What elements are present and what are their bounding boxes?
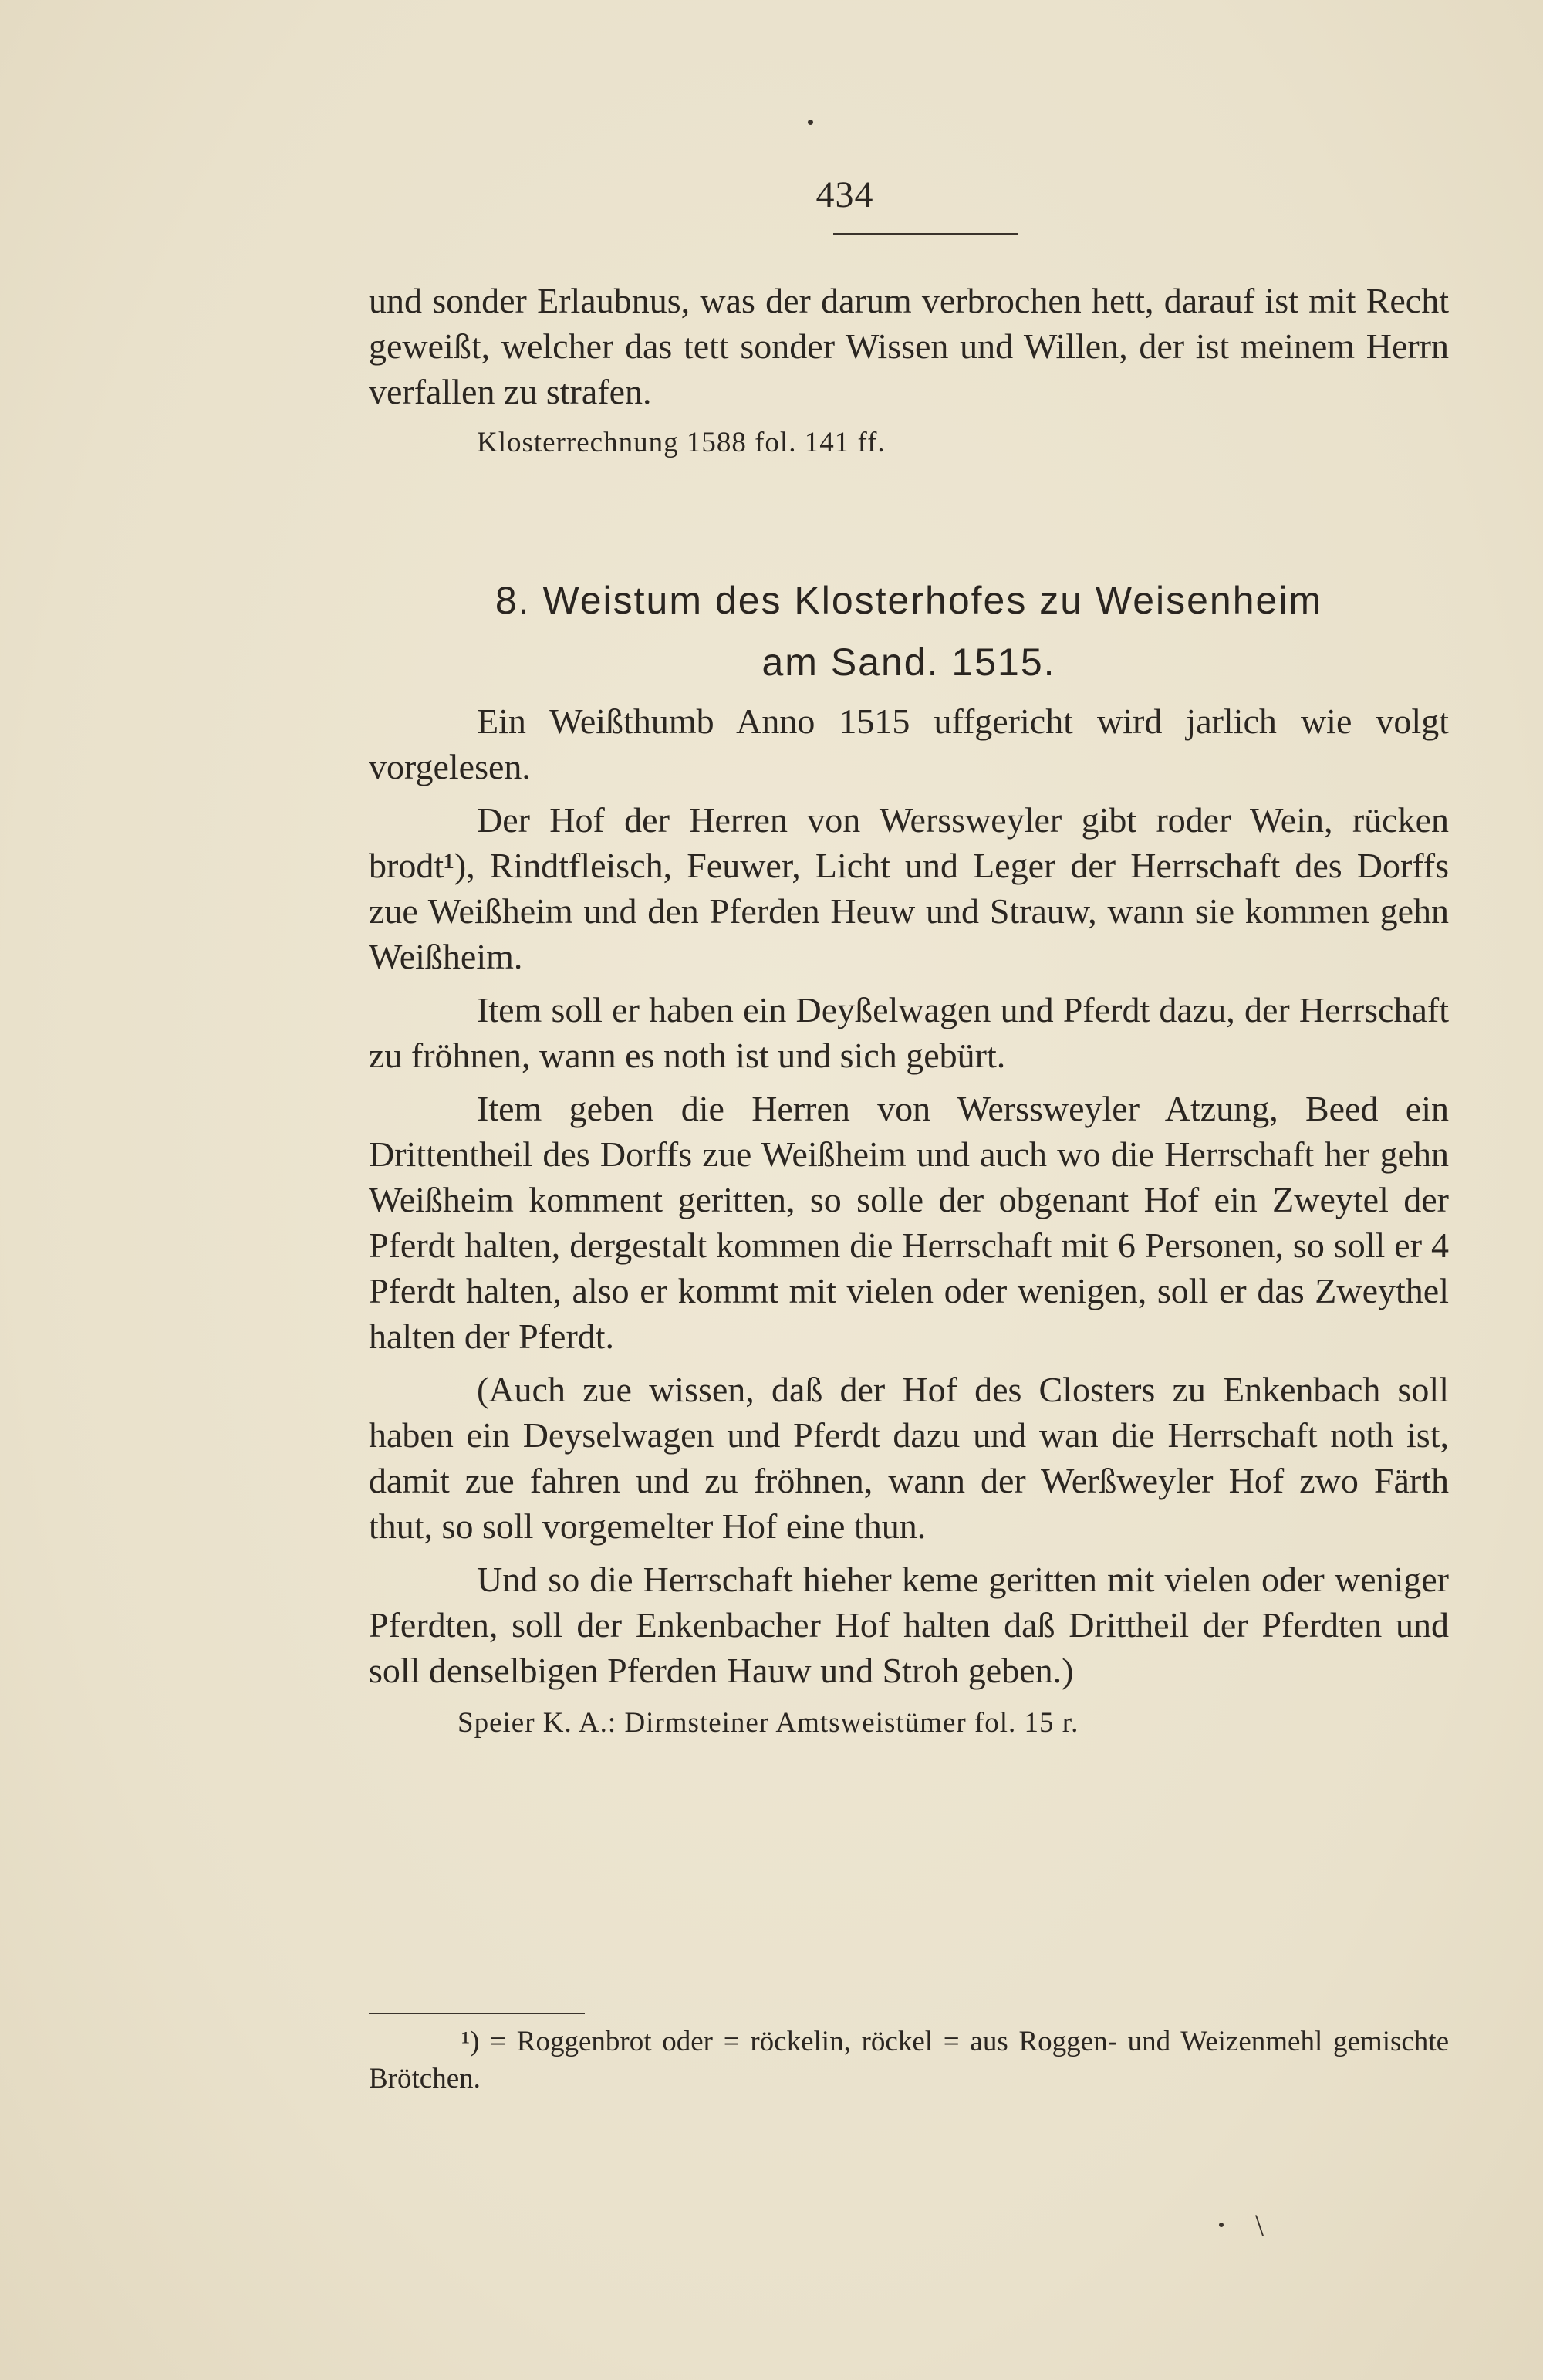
- ink-mark: \: [1255, 2208, 1264, 2243]
- section-paragraph: Der Hof der Herren von Werssweyler gibt roder Wein, rücken brodt¹), Rindtfleisch, Feuwer, Licht und Leger der Herrschaft des Dorffs zue Weißheim und den Pferden Heuw und Strauw, wann sie kommen gehn Weißheim.: [369, 800, 1449, 976]
- intro-block: [369, 278, 1449, 462]
- section-paragraph: Item soll er haben ein Deyßelwagen und Pferdt dazu, der Herrschaft zu fröhnen, wann es noth ist und sich gebürt.: [369, 990, 1449, 1075]
- section-paragraph: (Auch zue wissen, daß der Hof des Closters zu Enkenbach soll haben ein Deyselwagen und Pferdt dazu und wan die Herrschaft noth ist, damit zue fahren und zu fröhnen, wann der Werßweyler Hof zwo Färth thut, so soll vorgemelter Hof eine thun.: [369, 1370, 1449, 1546]
- section-heading-line1: 8. Weistum des Klosterhofes zu Weisenheim: [495, 579, 1323, 622]
- section-source: Speier K. A.: Dirmsteiner Amtsweistümer fol. 15 r.: [457, 1707, 1079, 1739]
- section-paragraph: Und so die Herrschaft hieher keme geritten mit vielen oder weniger Pferdten, soll der Enkenbacher Hof halten daß Drittheil der Pferdten und soll denselbigen Pferden Hauw und Stroh geben.): [369, 1560, 1449, 1690]
- footnote: ¹) = Roggenbrot oder = röckelin, röckel = aus Roggen- und Weizenmehl gemischte Brötchen.: [369, 2026, 1449, 2094]
- page-number: 434: [815, 174, 874, 215]
- intro-paragraph: und sonder Erlaubnus, was der darum verbrochen hett, darauf ist mit Recht geweißt, welcher das tett sonder Wissen und Willen, der ist meinem Herrn verfallen zu strafen.: [369, 281, 1449, 411]
- section-heading: [369, 570, 1449, 693]
- section-paragraph: Ein Weißthumb Anno 1515 uffgericht wird jarlich wie volgt vorgelesen.: [369, 701, 1449, 786]
- section-body: [369, 698, 1449, 1743]
- page-number-rule: [833, 233, 1018, 235]
- intro-source: Klosterrechnung 1588 fol. 141 ff.: [477, 427, 886, 458]
- section-heading-line2: am Sand. 1515.: [761, 641, 1056, 684]
- footnote-rule: [369, 2013, 585, 2014]
- section-paragraph: Item geben die Herren von Werssweyler Atzung, Beed ein Drittentheil des Dorffs zue Weißheim und auch wo die Herrschaft her gehn Weißheim komment geritten, so solle der obgenant Hof ein Zweytel der Pferdt halten, dergestalt kommen die Herrschaft mit 6 Personen, so soll er 4 Pferdt halten, also er kommt mit vielen oder wenigen, soll er das Zweythel halten der Pferdt.: [369, 1089, 1449, 1356]
- ink-dot: [1219, 2223, 1224, 2227]
- ink-dot: [808, 120, 813, 125]
